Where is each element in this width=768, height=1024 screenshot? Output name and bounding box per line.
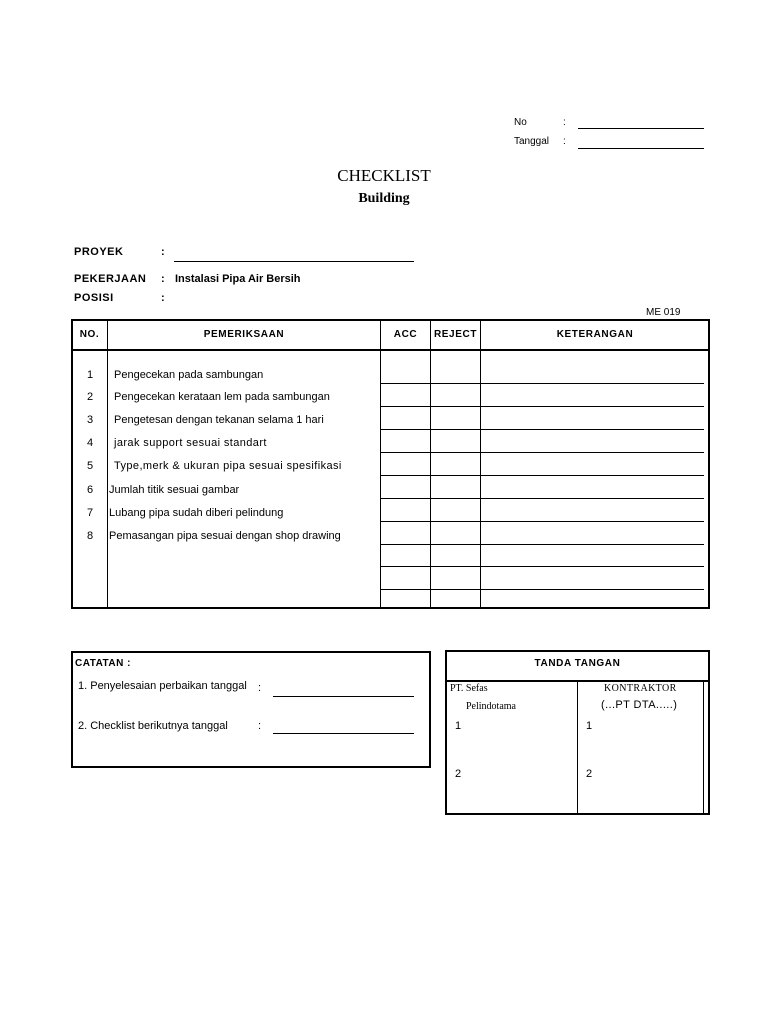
signature-title: TANDA TANGAN: [534, 658, 621, 669]
no-label: No: [514, 117, 527, 128]
row-line: [380, 521, 704, 522]
notes-line1-field[interactable]: [273, 696, 414, 697]
document-title: CHECKLIST: [337, 166, 431, 185]
document-subtitle: Building: [358, 191, 410, 206]
signature-right-name-2: (...PT DTA.....): [601, 699, 678, 711]
col-divider-inspection: [380, 320, 381, 608]
row-line: [380, 429, 704, 430]
header-reject: REJECT: [433, 329, 478, 340]
notes-title: CATATAN :: [75, 658, 131, 669]
item-text: jarak support sesuai standart: [114, 437, 267, 449]
item-number: 3: [86, 414, 94, 426]
signature-left-name-2: Pelindotama: [466, 701, 516, 712]
doc-code: ME 019: [646, 307, 681, 318]
notes-line1-colon: :: [258, 682, 262, 694]
no-colon: :: [563, 117, 566, 128]
header-inspection: PEMERIKSAAN: [203, 329, 285, 340]
project-field-line[interactable]: [174, 261, 414, 262]
item-number: 8: [86, 530, 94, 542]
item-text: Pengetesan dengan tekanan selama 1 hari: [114, 414, 324, 426]
row-line: [380, 475, 704, 476]
item-number: 2: [86, 391, 94, 403]
item-number: 6: [86, 484, 94, 496]
project-colon: :: [161, 246, 166, 258]
signature-left-num-1: 1: [455, 720, 462, 732]
no-field-line[interactable]: [578, 128, 704, 129]
notes-line2-field[interactable]: [273, 733, 414, 734]
col-divider-acc: [430, 320, 431, 608]
header-acc: ACC: [393, 329, 418, 340]
date-colon: :: [563, 136, 566, 147]
item-number: 1: [86, 369, 94, 381]
project-label: PROYEK: [74, 246, 124, 258]
item-text: Pemasangan pipa sesuai dengan shop drawing: [109, 530, 341, 542]
item-text: Jumlah titik sesuai gambar: [109, 484, 240, 496]
signature-right-inner-line: [703, 681, 704, 814]
row-line: [380, 589, 704, 590]
signature-left-name-1: PT. Sefas: [450, 683, 488, 694]
header-remarks: KETERANGAN: [556, 329, 634, 340]
position-label: POSISI: [74, 292, 114, 304]
row-line: [380, 544, 704, 545]
notes-line2-colon: :: [258, 720, 262, 732]
date-label: Tanggal: [514, 136, 550, 147]
signature-col-divider: [577, 681, 578, 814]
notes-line1-label: 1. Penyelesaian perbaikan tanggal: [78, 680, 247, 692]
row-line: [380, 452, 704, 453]
signature-right-num-2: 2: [586, 768, 593, 780]
item-text: Pengecekan pada sambungan: [114, 369, 264, 381]
row-line: [380, 406, 704, 407]
work-colon: :: [161, 273, 166, 285]
date-field-line[interactable]: [578, 148, 704, 149]
item-text: Lubang pipa sudah diberi pelindung: [109, 507, 284, 519]
row-line: [380, 383, 704, 384]
notes-line2-label: 2. Checklist berikutnya tanggal: [78, 720, 228, 732]
item-number: 7: [86, 507, 94, 519]
signature-right-num-1: 1: [586, 720, 593, 732]
col-divider-reject: [480, 320, 481, 608]
table-header-divider: [71, 349, 710, 351]
row-line: [380, 566, 704, 567]
header-no: NO.: [79, 329, 100, 340]
row-line: [380, 498, 704, 499]
signature-right-name-1: KONTRAKTOR: [604, 683, 677, 694]
work-label: PEKERJAAN: [74, 273, 147, 285]
item-text: Pengecekan kerataan lem pada sambungan: [114, 391, 330, 403]
item-number: 5: [86, 460, 94, 472]
work-value: Instalasi Pipa Air Bersih: [175, 273, 301, 285]
signature-left-num-2: 2: [455, 768, 462, 780]
position-colon: :: [161, 292, 166, 304]
item-number: 4: [86, 437, 94, 449]
item-text: Type,merk & ukuran pipa sesuai spesifikasi: [114, 460, 342, 472]
